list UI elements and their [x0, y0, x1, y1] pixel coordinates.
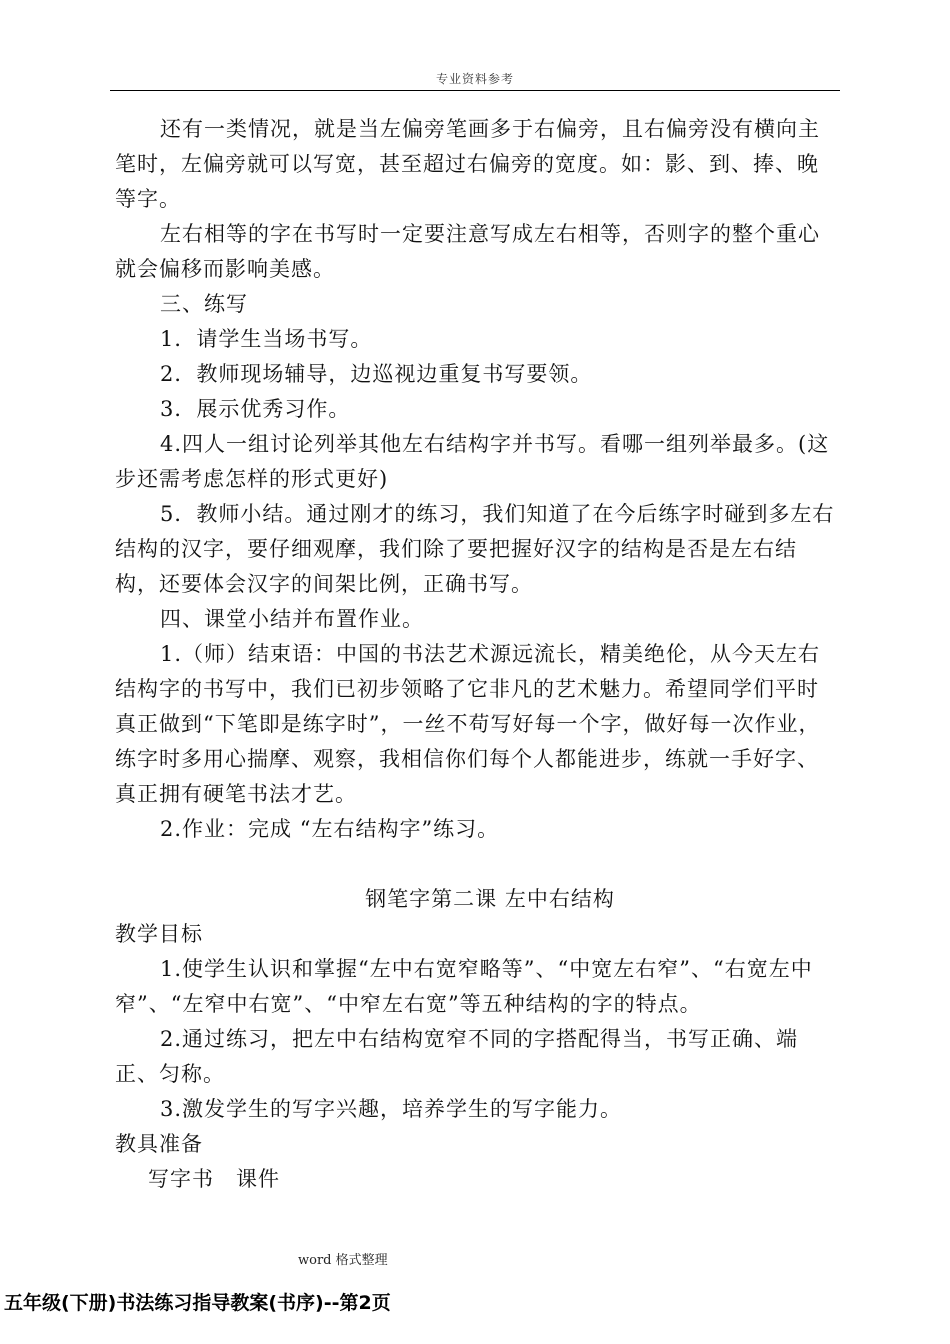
- list-item: 3．展示优秀习作。: [160, 397, 351, 421]
- list-item: 1．请学生当场书写。: [160, 327, 373, 351]
- list-item: 3.激发学生的写字兴趣，培养学生的写字能力。: [160, 1097, 623, 1121]
- paragraph: 还有一类情况，就是当左偏旁笔画多于右偏旁，且右偏旁没有横向主笔时，左偏旁就可以写宽，甚至超过右偏旁的宽度。如：影、到、捧、晚等字。: [115, 117, 820, 211]
- list-item: 2.通过练习，把左中右结构宽窄不同的字搭配得当，书写正确、端正、匀称。: [115, 1027, 799, 1086]
- footer-note: word 格式整理: [298, 1253, 388, 1268]
- lesson-title: 钢笔字第二课 左中右结构: [365, 887, 615, 911]
- paragraph: 左右相等的字在书写时一定要注意写成左右相等，否则字的整个重心就会偏移而影响美感。: [115, 222, 820, 281]
- document-body: [115, 112, 840, 1197]
- section-heading: 三、练写: [160, 292, 248, 316]
- list-item: 1.使学生认识和掌握“左中右宽窄略等”、“中宽左右窄”、“右宽左中窄”、“左窄中右宽”、“中窄左右宽”等五种结构的字的特点。: [115, 957, 813, 1016]
- header-divider: [110, 90, 840, 91]
- materials-heading: 教具准备: [115, 1132, 203, 1156]
- list-item: 4.四人一组讨论列举其他左右结构字并书写。看哪一组列举最多。(这步还需考虑怎样的形式更好): [115, 432, 830, 491]
- goals-heading: 教学目标: [115, 922, 203, 946]
- list-item: 5．教师小结。通过刚才的练习，我们知道了在今后练字时碰到多左右结构的汉字，要仔细观摩，我们除了要把握好汉字的结构是否是左右结构，还要体会汉字的间架比例，正确书写。: [115, 502, 835, 596]
- list-item: 2．教师现场辅导，边巡视边重复书写要领。: [160, 362, 593, 386]
- spacer: [115, 847, 840, 882]
- page-header: 专业资料参考: [435, 72, 514, 86]
- list-item: 1.（师）结束语：中国的书法艺术源远流长，精美绝伦，从今天左右结构字的书写中，我们已初步领略了它非凡的艺术魅力。希望同学们平时真正做到“下笔即是练字时”，一丝不苟写好每一个字，做好每一次作业，练字时多用心揣摩、观察，我相信你们每个人都能进步，练就一手好字、真正拥有硬笔书法才艺。: [115, 642, 821, 806]
- page-caption: 五年级(下册)书法练习指导教案(书序)--第2页: [4, 1292, 391, 1314]
- materials-list: 写字书 课件: [148, 1167, 280, 1191]
- list-item: 2.作业：完成 “左右结构字”练习。: [160, 817, 500, 841]
- section-heading: 四、课堂小结并布置作业。: [160, 607, 424, 631]
